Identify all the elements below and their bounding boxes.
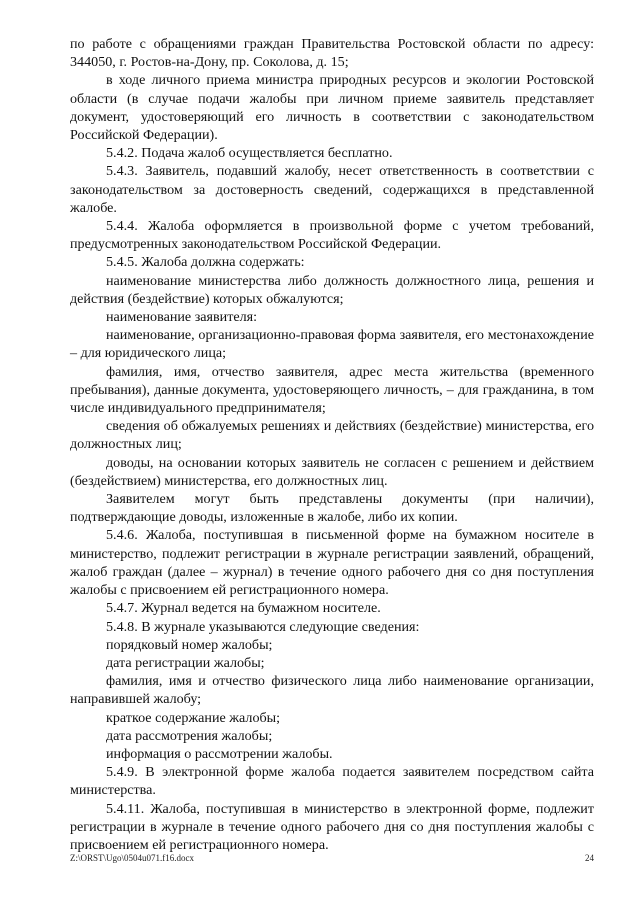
paragraph: 5.4.11. Жалоба, поступившая в министерство в электронной форме, подлежит регистрации в журнале в течение одного рабочего дня со дня поступления жалобы с присвоением ей регистрационного номера.	[70, 800, 594, 853]
document-body	[70, 35, 594, 854]
paragraph: краткое содержание жалобы;	[106, 709, 281, 726]
paragraph: 5.4.8. В журнале указываются следующие сведения:	[106, 618, 420, 635]
paragraph: информация о рассмотрении жалобы.	[106, 745, 333, 762]
paragraph: дата рассмотрения жалобы;	[106, 727, 273, 744]
footer-page-number: 24	[585, 853, 594, 863]
paragraph: 5.4.9. В электронной форме жалоба подается заявителем посредством сайта министерства.	[70, 764, 594, 799]
paragraph: дата регистрации жалобы;	[106, 654, 265, 671]
paragraph: по работе с обращениями граждан Правительства Ростовской области по адресу: 344050, г. Ростов-на-Дону, пр. Соколова, д. 15;	[70, 36, 594, 71]
paragraph: сведения об обжалуемых решениях и действиях (бездействие) министерства, его должностных лиц;	[70, 418, 594, 453]
paragraph: наименование заявителя:	[106, 309, 258, 326]
footer-file-path: Z:\ORST\Ugo\0504u071.f16.docx	[70, 853, 194, 863]
paragraph: доводы, на основании которых заявитель не согласен с решением и действием (бездействием) министерства, его должностных лиц.	[70, 454, 594, 489]
paragraph: 5.4.7. Журнал ведется на бумажном носителе.	[106, 600, 381, 617]
paragraph: Заявителем могут быть представлены документы (при наличии), подтверждающие доводы, изложенные в жалобе, либо их копии.	[70, 491, 594, 526]
paragraph: в ходе личного приема министра природных ресурсов и экологии Ростовской области (в случае подачи жалобы при личном приеме заявитель представляет документ, удостоверяющий его личность в соответствии с законодательством Российской Федерации).	[70, 72, 594, 144]
paragraph: 5.4.5. Жалоба должна содержать:	[106, 254, 305, 271]
paragraph: порядковый номер жалобы;	[106, 636, 273, 653]
paragraph: наименование министерства либо должность должностного лица, решения и действия (бездействие) которых обжалуются;	[70, 272, 594, 307]
paragraph: 5.4.3. Заявитель, подавший жалобу, несет ответственность в соответствии с законодательством за достоверность сведений, содержащихся в представленной жалобе.	[70, 163, 594, 216]
paragraph: 5.4.2. Подача жалоб осуществляется бесплатно.	[106, 145, 393, 162]
paragraph: фамилия, имя и отчество физического лица либо наименование организации, направившей жалобу;	[70, 673, 594, 708]
paragraph: наименование, организационно-правовая форма заявителя, его местонахождение – для юридического лица;	[70, 327, 594, 362]
paragraph: 5.4.4. Жалоба оформляется в произвольной форме с учетом требований, предусмотренных законодательством Российской Федерации.	[70, 218, 594, 253]
paragraph: 5.4.6. Жалоба, поступившая в письменной форме на бумажном носителе в министерство, подлежит регистрации в журнале регистрации заявлений, обращений, жалоб граждан (далее – журнал) в течение одного рабочего дня со дня поступления жалобы с присвоением ей регистрационного номера.	[70, 527, 594, 599]
paragraph: фамилия, имя, отчество заявителя, адрес места жительства (временного пребывания), данные документа, удостоверяющего личность, – для гражданина, в том числе индивидуального предпринимателя;	[70, 363, 594, 417]
